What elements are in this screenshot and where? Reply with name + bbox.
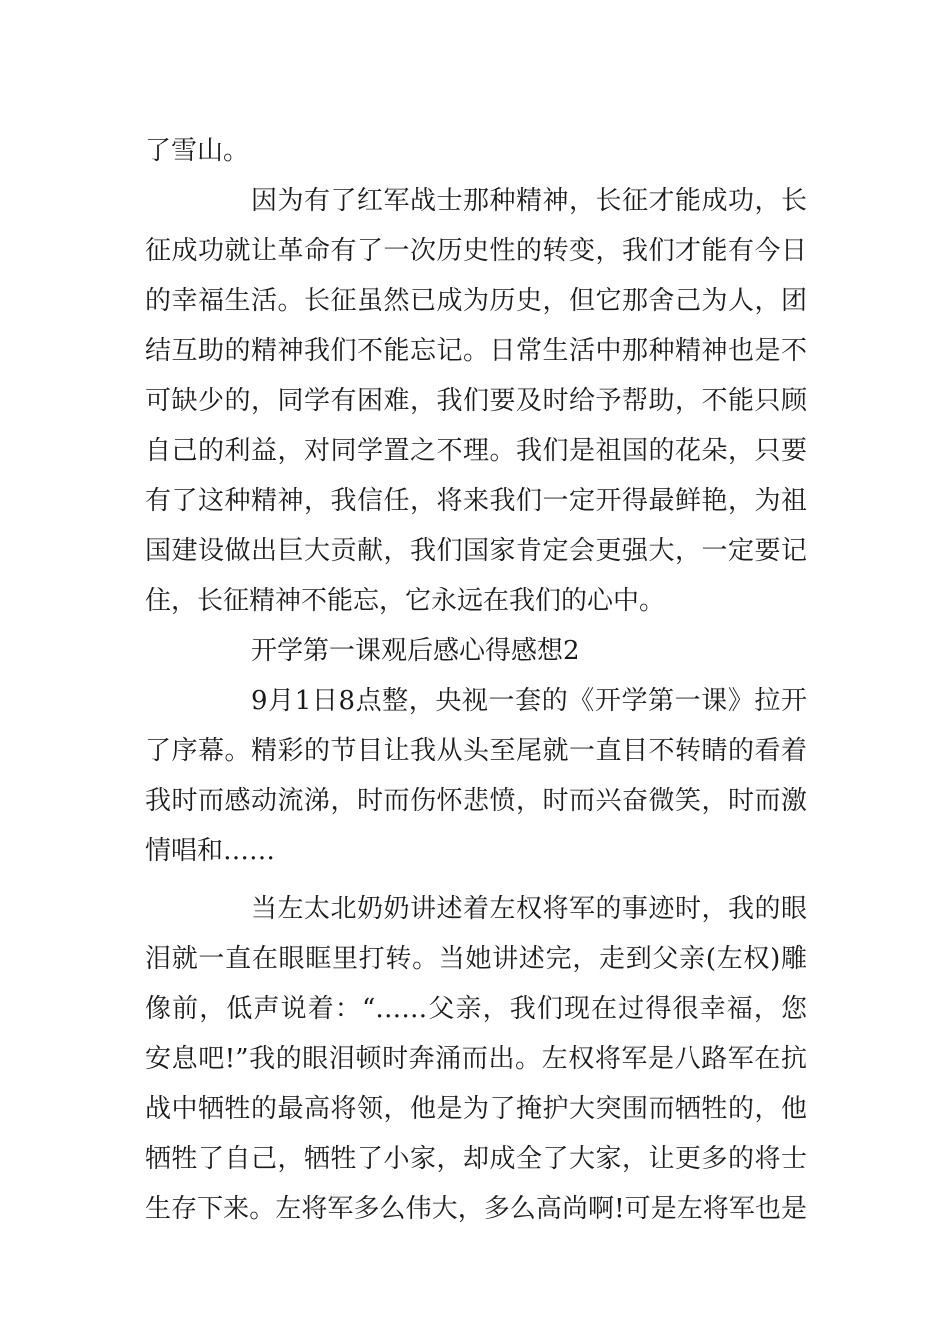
text-line: 战中牺牲的最高将领，他是为了掩护大突围而牺牲的，他: [145, 1094, 807, 1124]
heading-text: 开学第一课观后感心得感想2: [251, 636, 580, 666]
text-line: 结互助的精神我们不能忘记。日常生活中那种精神也是不: [145, 336, 807, 366]
paragraph-opening: [145, 676, 807, 876]
text-line: 国建设做出巨大贡献，我们国家肯定会更强大，一定要记: [145, 536, 807, 566]
text-line: 自己的利益，对同学置之不理。我们是祖国的花朵，只要: [145, 436, 807, 466]
section-heading: [145, 626, 807, 676]
text-line: 有了这种精神，我信任，将来我们一定开得最鲜艳，为祖: [145, 486, 807, 516]
text-line: 住，长征精神不能忘，它永远在我们的心中。: [145, 586, 666, 616]
text-line: 安息吧!”我的眼泪顿时奔涌而出。左权将军是八路军在抗: [145, 1044, 807, 1074]
text-line: 因为有了红军战士那种精神，长征才能成功，长: [251, 186, 807, 216]
text-line: 了雪山。: [145, 136, 250, 166]
paragraph-zuo-quan: [145, 884, 807, 1234]
text-line: 我时而感动流涕，时而伤怀悲愤，时而兴奋微笑，时而激: [145, 786, 807, 816]
text-line: 了序幕。精彩的节目让我从头至尾就一直目不转睛的看着: [145, 736, 807, 766]
document-page: [145, 126, 807, 1234]
text-line: 像前，低声说着：“……父亲，我们现在过得很幸福，您: [145, 994, 807, 1024]
text-line: 牺牲了自己，牺牲了小家，却成全了大家，让更多的将士: [145, 1144, 807, 1174]
text-line: 泪就一直在眼眶里打转。当她讲述完，走到父亲(左权)雕: [145, 944, 807, 974]
text-line: 生存下来。左将军多么伟大，多么高尚啊!可是左将军也是: [145, 1194, 807, 1224]
text-line: 9月1日8点整，央视一套的《开学第一课》拉开: [251, 686, 807, 716]
text-line: 当左太北奶奶讲述着左权将军的事迹时，我的眼: [251, 894, 807, 924]
paragraph-long-march: [145, 176, 807, 626]
paragraph-continuation: [145, 126, 807, 176]
text-line: 的幸福生活。长征虽然已成为历史，但它那舍己为人，团: [145, 286, 807, 316]
text-line: 情唱和……: [145, 836, 276, 866]
text-line: 征成功就让革命有了一次历史性的转变，我们才能有今日: [145, 236, 807, 266]
text-line: 可缺少的，同学有困难，我们要及时给予帮助，不能只顾: [145, 386, 807, 416]
